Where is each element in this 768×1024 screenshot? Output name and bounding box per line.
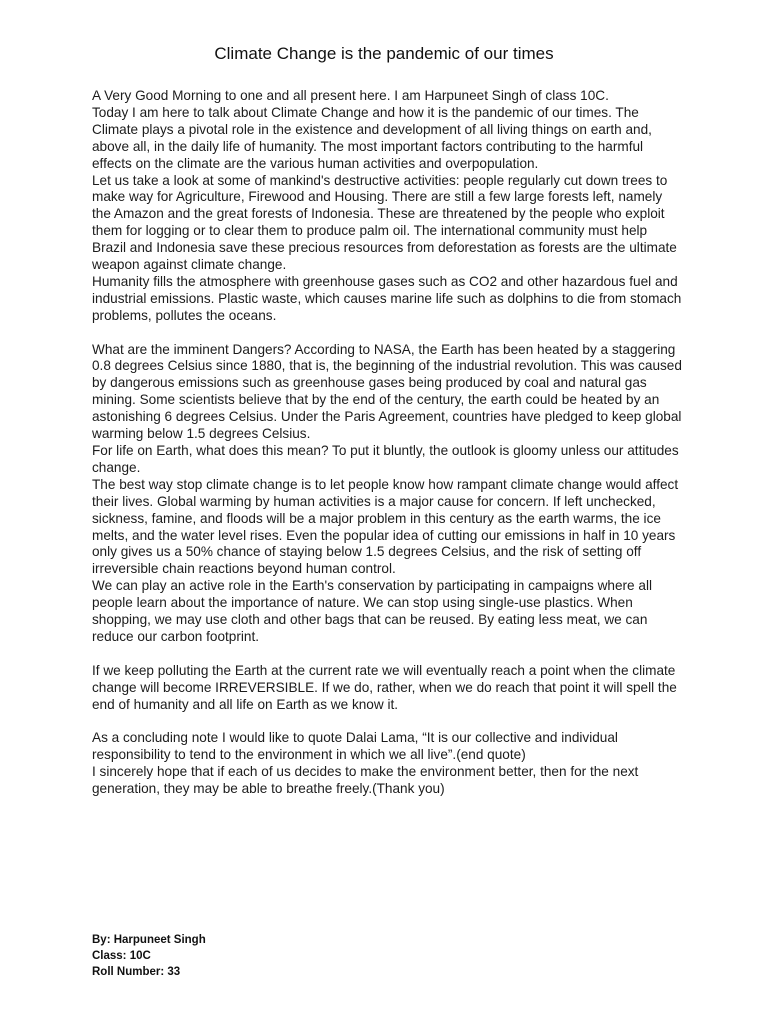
- paragraph-destructive-activities: Let us take a look at some of mankind's destructive activities: people regularly cut down trees to make way for Agriculture, Firewood and Housing. There are still a few large forests left, namely the Amazon and the great forests of Indonesia. These are threatened by the people who exploit them for logging or to clear them to produce palm oil. The international community must help Brazil and Indonesia save these precious resources from deforestation as forests are the ultimate weapon against climate change.: [92, 172, 677, 273]
- paragraph-closing: I sincerely hope that if each of us decides to make the environment better, then for the next generation, they may be able to breathe freely.(Thank you): [92, 764, 639, 797]
- signature-roll-number: Roll Number: 33: [92, 966, 181, 978]
- signature-class: Class: 10C: [92, 950, 151, 962]
- document-body: [92, 88, 684, 798]
- paragraph-best-way: The best way stop climate change is to let people know how rampant climate change would affect their lives. Global warming by human activities is a major cause for concern. If left unchecked, sickness, famine, and floods will be a major problem in this century as the earth warms, the ice melts, and the water level rises. Even the popular idea of cutting our emissions in half in 10 years only gives us a 50% chance of staying below 1.5 degrees Celsius, and the risk of setting off irreversible chain reactions beyond human control.: [92, 476, 679, 577]
- paragraph-quote: As a concluding note I would like to quote Dalai Lama, “It is our collective and individual responsibility to tend to the environment in which we all live”.(end quote): [92, 730, 618, 763]
- paragraph-irreversible: If we keep polluting the Earth at the current rate we will eventually reach a point when the climate change will become IRREVERSIBLE. If we do, rather, when we do reach that point it will spell the end of humanity and all life on Earth as we know it.: [92, 662, 677, 712]
- paragraph-active-role: We can play an active role in the Earth's conservation by participating in campaigns where all people learn about the importance of nature. We can stop using single-use plastics. When shopping, we may use cloth and other bags that can be reused. By eating less meat, we can reduce our carbon footprint.: [92, 578, 652, 644]
- document-title: Climate Change is the pandemic of our times: [214, 44, 554, 63]
- paragraph-greenhouse-gases: Humanity fills the atmosphere with greenhouse gases such as CO2 and other hazardous fuel and industrial emissions. Plastic waste, which causes marine life such as dolphins to die from stomach problems, pollutes the oceans.: [92, 273, 682, 323]
- paragraph-introduction: Today I am here to talk about Climate Change and how it is the pandemic of our times. The Climate plays a pivotal role in the existence and development of all living things on earth and, above all, in the daily life of humanity. The most important factors contributing to the harmful effects on the climate are the various human activities and overpopulation.: [92, 104, 652, 171]
- paragraph-greeting: A Very Good Morning to one and all present here. I am Harpuneet Singh of class 10C.: [92, 88, 609, 103]
- paragraph-imminent-dangers: What are the imminent Dangers? According to NASA, the Earth has been heated by a staggering 0.8 degrees Celsius since 1880, that is, the beginning of the industrial revolution. This was caused by dangerous emissions such as greenhouse gases being produced by coal and natural gas mining. Some scientists believe that by the end of the century, the earth could be heated by an astonishing 6 degrees Celsius. Under the Paris Agreement, countries have pledged to keep global warming below 1.5 degrees Celsius.: [92, 341, 682, 442]
- paragraph-outlook: For life on Earth, what does this mean? To put it bluntly, the outlook is gloomy unless our attitudes change.: [92, 443, 679, 475]
- signature-block: [92, 932, 206, 980]
- signature-author: By: Harpuneet Singh: [92, 934, 206, 946]
